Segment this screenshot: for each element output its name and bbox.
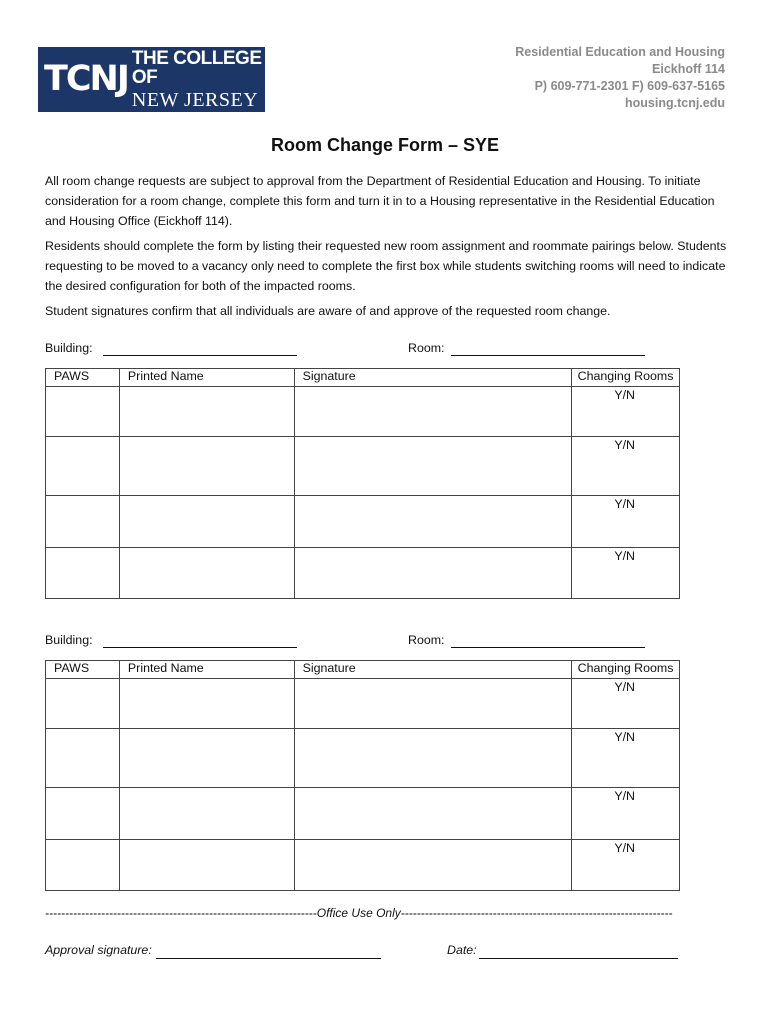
col-paws: PAWS: [46, 661, 120, 679]
printed-name-cell[interactable]: [119, 840, 294, 891]
date-label: Date:: [447, 943, 477, 957]
printed-name-cell[interactable]: [119, 729, 294, 788]
changing-rooms-cell[interactable]: Y/N: [572, 840, 680, 891]
office-use-label: Office Use Only: [316, 906, 401, 920]
changing-rooms-cell[interactable]: Y/N: [572, 437, 680, 496]
signature-cell[interactable]: [294, 496, 571, 548]
divider-dashes: --------------------------------------------------------------------: [45, 906, 317, 920]
contact-website[interactable]: housing.tcnj.edu: [625, 96, 725, 110]
changing-rooms-cell[interactable]: Y/N: [572, 729, 680, 788]
table-row: [46, 437, 680, 496]
signature-cell[interactable]: [294, 729, 571, 788]
changing-rooms-cell[interactable]: Y/N: [572, 387, 680, 437]
signature-note: Student signatures confirm that all individuals are aware of and approve of the requested room change.: [45, 304, 611, 318]
table-row: [46, 729, 680, 788]
room-label: Room:: [408, 633, 445, 647]
paws-cell[interactable]: [46, 788, 120, 840]
office-use-divider: [45, 906, 725, 920]
printed-name-cell[interactable]: [119, 437, 294, 496]
paws-cell[interactable]: [46, 679, 120, 729]
paws-cell[interactable]: [46, 437, 120, 496]
date-row: [447, 943, 477, 957]
approval-signature-label: Approval signature:: [45, 943, 152, 957]
table-row: [46, 548, 680, 599]
building-label: Building:: [45, 341, 93, 355]
contact-department: Residential Education and Housing: [515, 45, 725, 59]
signature-cell[interactable]: [294, 788, 571, 840]
col-paws: PAWS: [46, 369, 120, 387]
date-field[interactable]: [479, 944, 678, 959]
instructions-paragraph: Residents should complete the form by listing their requested new room assignment and roommate pairings below. Students requesting to be moved to a vacancy only need to complete the first box while students switching rooms will need to indicate the desired configuration for both of the impacted rooms.: [45, 239, 727, 293]
table-row: [46, 496, 680, 548]
room-field[interactable]: [451, 633, 645, 648]
logo-line1: THE COLLEGE OF: [131, 48, 262, 88]
signature-cell[interactable]: [294, 387, 571, 437]
col-signature: Signature: [294, 369, 571, 387]
form-title: Room Change Form – SYE: [270, 135, 500, 155]
divider-dashes: --------------------------------------------------------------------: [400, 906, 673, 920]
contact-office: Eickhoff 114: [652, 62, 725, 76]
col-changing-rooms: Changing Rooms: [572, 369, 680, 387]
printed-name-cell[interactable]: [119, 387, 294, 437]
approval-signature-row: [45, 943, 152, 957]
paws-cell[interactable]: [46, 729, 120, 788]
printed-name-cell[interactable]: [119, 679, 294, 729]
paws-cell[interactable]: [46, 496, 120, 548]
section-2-table: [45, 660, 680, 891]
paws-cell[interactable]: [46, 840, 120, 891]
col-signature: Signature: [294, 661, 571, 679]
signature-cell[interactable]: [294, 840, 571, 891]
printed-name-cell[interactable]: [119, 496, 294, 548]
building-field[interactable]: [103, 633, 297, 648]
room-label: Room:: [408, 341, 445, 355]
table-row: [46, 387, 680, 437]
tcnj-logo: [38, 47, 265, 112]
building-field[interactable]: [103, 341, 297, 356]
col-printed-name: Printed Name: [119, 369, 294, 387]
col-printed-name: Printed Name: [119, 661, 294, 679]
table-header: [46, 661, 680, 679]
contact-phone-fax: P) 609-771-2301 F) 609-637-5165: [534, 79, 725, 93]
logo-wordmark: [128, 49, 265, 110]
section-1-table: [45, 368, 680, 599]
approval-signature-field[interactable]: [156, 944, 381, 959]
signature-cell[interactable]: [294, 437, 571, 496]
logo-line2: NEW JERSEY: [131, 89, 259, 111]
contact-block: [515, 44, 725, 112]
changing-rooms-cell[interactable]: Y/N: [572, 496, 680, 548]
table-row: [46, 840, 680, 891]
table-header: [46, 369, 680, 387]
signature-cell[interactable]: [294, 548, 571, 599]
changing-rooms-cell[interactable]: Y/N: [572, 548, 680, 599]
col-changing-rooms: Changing Rooms: [572, 661, 680, 679]
changing-rooms-cell[interactable]: Y/N: [572, 788, 680, 840]
printed-name-cell[interactable]: [119, 788, 294, 840]
logo-mark: TCNJ: [44, 59, 128, 99]
signature-cell[interactable]: [294, 679, 571, 729]
room-field[interactable]: [451, 341, 645, 356]
intro-paragraph: All room change requests are subject to approval from the Department of Residential Education and Housing. To initiate consideration for a room change, complete this form and turn it in to a Housing representative in the Residential Education and Housing Office (Eickhoff 114).: [45, 174, 715, 228]
building-label: Building:: [45, 633, 93, 647]
changing-rooms-cell[interactable]: Y/N: [572, 679, 680, 729]
paws-cell[interactable]: [46, 387, 120, 437]
table-row: [46, 679, 680, 729]
printed-name-cell[interactable]: [119, 548, 294, 599]
paws-cell[interactable]: [46, 548, 120, 599]
table-row: [46, 788, 680, 840]
